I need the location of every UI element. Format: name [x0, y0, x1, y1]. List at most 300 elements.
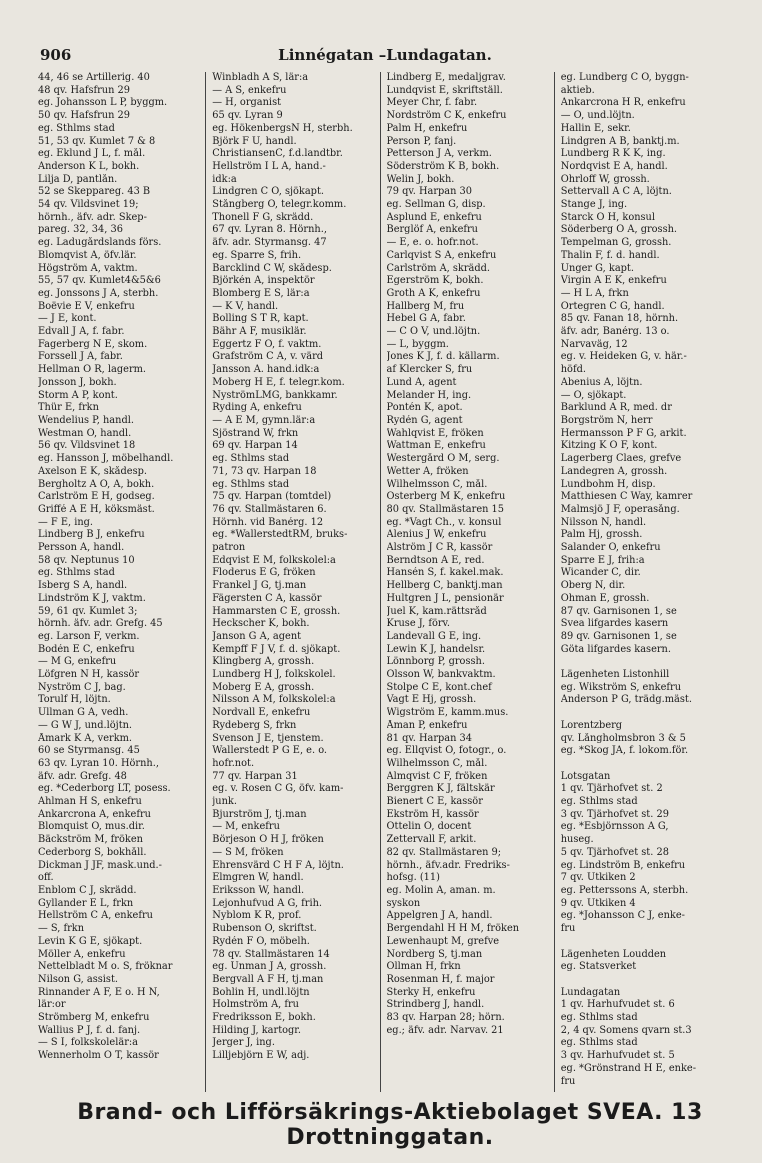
- directory-entry: Pontén K, apot.: [386, 402, 463, 414]
- directory-entry: Ahlman H S, enkefru: [38, 796, 142, 808]
- directory-entry: — M G, enkefru: [38, 656, 117, 668]
- directory-entry: Lundagatan: [560, 986, 621, 998]
- directory-entry: Almqvist C F, fröken: [386, 770, 488, 782]
- directory-entry: hofr.not.: [212, 757, 255, 769]
- directory-entry: 52 se Skeppareg. 43 B: [38, 186, 151, 198]
- directory-entry: ChristiansenC, f.d.landtbr.: [212, 148, 343, 160]
- directory-entry: Hörnh. vid Banérg. 12: [212, 516, 324, 528]
- directory-entry: Blomquist O, mus.dir.: [38, 821, 145, 833]
- directory-entry: Lundbohm H, disp.: [560, 478, 656, 490]
- directory-entry: Groth A K, enkefru: [386, 287, 481, 299]
- directory-entry: Holmström A, fru: [212, 999, 299, 1011]
- directory-entry: 1 qv. Tjärhofvet st. 2: [560, 783, 663, 795]
- directory-entry: Thonell F G, skrädd.: [212, 211, 314, 223]
- column-2: [212, 72, 380, 1092]
- directory-entry: 1 qv. Harhufvudet st. 6: [560, 999, 675, 1011]
- directory-entry: Ekström H, kassör: [386, 808, 479, 820]
- directory-entry: Edqvist E M, folkskolel:a: [212, 554, 336, 566]
- directory-entry: — G W J, und.löjtn.: [38, 719, 133, 731]
- directory-entry: 65 qv. Lyran 9: [212, 110, 283, 122]
- directory-entry: Fredriksson E, bokh.: [212, 1012, 316, 1024]
- directory-entry: Göta lifgardes kasern.: [560, 643, 671, 655]
- directory-entry: Eggertz F O, f. vaktm.: [212, 338, 322, 350]
- directory-entry: äfv. adr, Banérg. 13 o.: [560, 326, 670, 338]
- directory-entry: eg. Unman J A, grossh.: [212, 961, 327, 973]
- directory-entry: Ryding A, enkefru: [212, 402, 302, 414]
- directory-entry: Hallin E, sekr.: [560, 122, 631, 134]
- directory-entry: Thalin F, f. d. handl.: [560, 249, 660, 261]
- directory-entry: huseg.: [560, 834, 594, 846]
- directory-entry: Moberg E A, grossh.: [212, 681, 315, 693]
- directory-entry: Tempelman G, grossh.: [560, 237, 672, 249]
- directory-entry: Öberg N, dir.: [560, 580, 626, 592]
- directory-entry: Hermansson P F G, arkit.: [560, 427, 687, 439]
- directory-entry: Olsson W, bankvaktm.: [386, 669, 496, 681]
- directory-entry: Kempff F J V, f. d. sjökapt.: [212, 643, 341, 655]
- directory-entry: Moberg H E, f. telegr.kom.: [212, 376, 345, 388]
- directory-entry: Wetter A, fröken: [386, 465, 469, 477]
- directory-entry: Lund A, agent: [386, 376, 457, 388]
- directory-entry: Wallerstedt P G E, e. o.: [212, 745, 328, 757]
- directory-entry: Bergholtz A O, A, bokh.: [38, 478, 155, 490]
- directory-entry: eg. Statsverket: [560, 961, 637, 973]
- directory-entry: Möller A, enkefru: [38, 948, 126, 960]
- directory-entry: Högström A, vaktm.: [38, 262, 138, 274]
- directory-entry: Griffé A E H, köksmäst.: [38, 503, 155, 515]
- directory-entry: 63 qv. Lyran 10. Hörnh.,: [38, 757, 159, 769]
- directory-entry: eg. Ladugårdslands förs.: [38, 237, 162, 249]
- directory-entry: Borgström N, herr: [560, 414, 653, 426]
- directory-entry: — A E M, gymn.lär:a: [212, 414, 316, 426]
- column-1: [38, 72, 206, 1092]
- directory-entry: Wattman E, enkefru: [386, 440, 486, 452]
- directory-entry: Cederborg S, bokhåll.: [38, 846, 147, 858]
- directory-entry: — A S, enkefru: [212, 84, 287, 96]
- directory-entry: Lewin K J, handelsr.: [386, 643, 486, 655]
- directory-entry: eg. Lindström B, enkefru: [560, 859, 686, 871]
- directory-entry: Nettelbladt M o. S, fröknar: [38, 961, 173, 973]
- directory-entry: eg. Jonssons J A, sterbh.: [38, 287, 159, 299]
- directory-entry: Bäckström M, fröken: [38, 834, 143, 846]
- directory-entry: Löfgren N H, kassör: [38, 669, 140, 681]
- directory-entry: Welin J, bokh.: [386, 173, 455, 185]
- directory-entry: pareg. 32, 34, 36: [38, 224, 123, 236]
- directory-entry: Torulf H, löjtn.: [38, 694, 111, 706]
- directory-entry: Lewenhaupt M, grefve: [386, 935, 500, 947]
- directory-entry: eg. *Skog JA, f. lokom.för.: [560, 745, 689, 757]
- directory-entry: — O, sjökapt.: [560, 389, 627, 401]
- directory-entry: Hammarsten C E, grossh.: [212, 605, 341, 617]
- directory-entry: Hellström C A, enkefru: [38, 910, 153, 922]
- directory-entry: Åman P, enkefru: [386, 719, 468, 731]
- directory-entry: Bergvall A F H, tj.man: [212, 973, 324, 985]
- directory-entry: Rinnander A F, E o. H N,: [38, 986, 160, 998]
- directory-entry: Lundberg H J, folkskolel.: [212, 669, 336, 681]
- directory-entry: Bjurström J, tj.man: [212, 808, 307, 820]
- directory-entry: Enblom C J, skrädd.: [38, 885, 137, 896]
- directory-entry: Bähr A F, musiklär.: [212, 326, 307, 338]
- directory-entry: Thür E, frkn: [38, 402, 99, 414]
- directory-entry: — L, byggm.: [386, 338, 449, 350]
- directory-entry: Landegren A, grossh.: [560, 465, 668, 477]
- directory-entry: Lundqvist E, skriftställ.: [386, 84, 503, 96]
- directory-entry: — S M, fröken: [212, 846, 284, 858]
- directory-entry: Rosenman H, f. major: [386, 973, 495, 985]
- directory-entry: 51, 53 qv. Kumlet 7 & 8: [38, 135, 156, 147]
- directory-entry: — C O V, und.löjtn.: [386, 326, 481, 338]
- directory-entry: 82 qv. Stallmästaren 9;: [386, 846, 502, 858]
- column-4: [561, 72, 728, 1092]
- directory-entry: Bienert C E, kassör: [386, 796, 483, 808]
- directory-entry: Berndtson A E, red.: [386, 554, 485, 566]
- directory-entry: Nordqvist E A, handl.: [560, 160, 668, 172]
- directory-entry: eg. Eklund J L, f. mål.: [38, 148, 146, 160]
- directory-entry: Settervall A C A, löjtn.: [560, 186, 672, 198]
- directory-entry: Fagerberg N E, skom.: [38, 338, 148, 350]
- directory-entry: Lägenheten Loudden: [560, 948, 667, 960]
- directory-entry: eg. *Johansson C J, enke-: [560, 910, 685, 922]
- directory-entry: eg. Sthlms stad: [212, 478, 290, 490]
- directory-entry: — J E, kont.: [38, 313, 97, 325]
- directory-entry: Forssell J A, fabr.: [38, 351, 123, 363]
- directory-entry: Wilhelmsson C, mål.: [386, 478, 488, 490]
- directory-entry: Edvall J A, f. fabr.: [38, 326, 125, 338]
- directory-entry: hörnh., äfv.adr. Fredriks-: [386, 859, 510, 871]
- directory-entry: Berggren K J, fältskär: [386, 783, 495, 795]
- directory-entry: — H L A, frkn: [560, 287, 629, 299]
- directory-entry: syskon: [386, 897, 421, 909]
- directory-entry: Svea lifgardes kasern: [560, 618, 669, 630]
- directory-entry: eg. Molin A, aman. m.: [386, 885, 496, 896]
- directory-entry: Matthiesen C Way, kamrer: [560, 491, 693, 503]
- directory-entry: 85 qv. Fanan 18, hörnh.: [560, 313, 679, 325]
- directory-entry: [561, 936, 725, 949]
- directory-entry: Nilson G, assist.: [38, 973, 119, 985]
- directory-entry: Egerström K, bokh.: [386, 275, 484, 287]
- directory-entry: Lorentzberg: [560, 719, 623, 731]
- directory-entry: Sterky H, enkefru: [386, 986, 476, 998]
- directory-entry: 48 qv. Hafsfrun 29: [38, 84, 130, 96]
- directory-entry: eg. *Esbjörnsson A G,: [560, 821, 669, 833]
- directory-entry: Kitzing K O F, kont.: [560, 440, 658, 452]
- directory-entry: Bolling S T R, kapt.: [212, 313, 309, 325]
- directory-entry: 55, 57 qv. Kumlet4&5&6: [38, 275, 161, 287]
- directory-entry: — S, frkn: [38, 923, 85, 935]
- directory-entry: Anderson K L, bokh.: [38, 160, 140, 172]
- directory-entry: 71, 73 qv. Harpan 18: [212, 465, 317, 477]
- directory-entry: fru: [560, 923, 576, 935]
- directory-entry: 89 qv. Garnisonen 1, se: [560, 630, 677, 642]
- directory-entry: eg. Sellman G, disp.: [386, 199, 486, 211]
- directory-entry: Åmark K A, verkm.: [38, 732, 133, 744]
- directory-entry: Malmsjö J F, operasång.: [560, 503, 680, 515]
- directory-entry: Lejonhufvud A G, frih.: [212, 897, 323, 909]
- directory-entry: Narvaväg, 12: [560, 338, 628, 350]
- directory-entry: eg. Wikström S, enkefru: [560, 681, 682, 693]
- directory-entry: — O, und.löjtn.: [560, 110, 635, 122]
- column-3: [387, 72, 555, 1092]
- directory-entry: — H, organist: [212, 97, 282, 109]
- directory-entry: Lindgren A B, banktj.m.: [560, 135, 680, 147]
- directory-entry: Palm Hj, grossh.: [560, 529, 643, 541]
- directory-entry: Bergendahl H H M, fröken: [386, 923, 520, 935]
- directory-entry: [561, 707, 725, 720]
- directory-entry: Anderson P G, trädg.mäst.: [560, 694, 692, 706]
- directory-entry: Isberg S A, handl.: [38, 580, 128, 592]
- directory-entry: [561, 656, 725, 669]
- directory-entry: Alenius J W, enkefru: [386, 529, 487, 541]
- directory-entry: idk:a: [212, 173, 237, 185]
- directory-entry: Wendelius P, handl.: [38, 414, 134, 426]
- directory-entry: 58 qv. Neptunus 10: [38, 554, 135, 566]
- directory-entry: Svenson J E, tjenstem.: [212, 732, 324, 744]
- directory-entry: Lönnborg P, grossh.: [386, 656, 485, 668]
- directory-entry: 83 qv. Harpan 28; hörn.: [386, 1012, 505, 1024]
- directory-entry: Rydeberg S, frkn: [212, 719, 297, 731]
- directory-entry: Lindström K J, vaktm.: [38, 592, 146, 604]
- directory-entry: Elmgren W, handl.: [212, 872, 304, 884]
- directory-entry: Asplund E, enkefru: [386, 211, 482, 223]
- directory-entry: junk.: [212, 796, 237, 808]
- directory-entry: Jonsson J, bokh.: [38, 376, 117, 388]
- directory-entry: hofsg. (11): [386, 872, 440, 884]
- directory-entry: Nordström C K, enkefru: [386, 110, 507, 122]
- directory-entry: eg. HökenbergsN H, sterbh.: [212, 122, 353, 134]
- advertisement-footer: Brand- och Lifförsäkrings-Aktiebolaget SVEA. 13 Drottninggatan.: [77, 1100, 703, 1150]
- directory-entry: Lindgren C O, sjökapt.: [212, 186, 325, 198]
- directory-entry: Ankarcrona H R, enkefru: [560, 97, 686, 109]
- directory-entry: Wennerholm O T, kassör: [38, 1050, 159, 1062]
- directory-entry: Persson A, handl.: [38, 542, 125, 554]
- directory-entry: [561, 758, 725, 771]
- directory-entry: Meyer Chr, f. fabr.: [386, 97, 478, 109]
- directory-entry: Person P, fanj.: [386, 135, 457, 147]
- directory-entry: Lotsgatan: [560, 770, 611, 782]
- directory-entry: Nyblom K R, prof.: [212, 910, 302, 922]
- directory-entry: eg. *Grönstrand H E, enke-: [560, 1062, 697, 1074]
- directory-entry: Wallius P J, f. d. fanj.: [38, 1024, 141, 1036]
- directory-entry: 76 qv. Stallmästaren 6.: [212, 503, 327, 515]
- directory-entry: lär:or: [38, 999, 66, 1011]
- directory-entry: Juel K, kam.rättsråd: [386, 605, 487, 617]
- directory-entry: 9 qv. Utkiken 4: [560, 897, 636, 909]
- directory-entry: Börjeson O H J, fröken: [212, 834, 324, 846]
- page-header: [40, 46, 730, 68]
- directory-entry: Ehrensvärd C H F A, löjtn.: [212, 859, 344, 871]
- directory-entry: eg. Sthlms stad: [212, 453, 290, 465]
- directory-entry: eg. v. Heideken G, v. här.-: [560, 351, 687, 363]
- directory-entry: Öhman E, grossh.: [560, 592, 650, 604]
- directory-entry: Carlqvist S A, enkefru: [386, 249, 497, 261]
- directory-entry: Lägenheten Listonhill: [560, 669, 670, 681]
- directory-entry: eg. Lundberg C O, byggn-: [560, 72, 689, 83]
- directory-entry: af Klercker S, fru: [386, 364, 473, 376]
- directory-entry: Palm H, enkefru: [386, 122, 468, 134]
- directory-entry: Levin K G E, sjökapt.: [38, 935, 143, 947]
- directory-entry: eg. Petterssons A, sterbh.: [560, 885, 689, 896]
- directory-entry: Carlström E H, godseg.: [38, 491, 155, 503]
- directory-entry: Westergård O M, serg.: [386, 453, 500, 465]
- directory-entry: Fägersten C A, kassör: [212, 592, 322, 604]
- directory-entry: Berglöf A, enkefru: [386, 224, 478, 236]
- directory-entry: Hansén S, f. kakel.mak.: [386, 567, 504, 579]
- directory-entry: Stolpe C E, kont.chef: [386, 681, 492, 693]
- directory-entry: Eriksson W, handl.: [212, 885, 305, 896]
- directory-entry: Söderberg O A, grossh.: [560, 224, 678, 236]
- directory-entry: Hallberg M, fru: [386, 300, 465, 312]
- directory-entry: eg. Sthlms stad: [560, 1037, 638, 1049]
- directory-entry: Grafström C A, v. värd: [212, 351, 324, 363]
- directory-entry: eg. *Cederborg LT, posess.: [38, 783, 171, 795]
- directory-entry: 50 qv. Hafsfrun 29: [38, 110, 130, 122]
- directory-entry: Janson G A, agent: [212, 630, 302, 642]
- directory-entry: — F E, ing.: [38, 516, 94, 528]
- directory-entry: hörnh. äfv. adr. Grefg. 45: [38, 618, 163, 630]
- directory-entry: höfd.: [560, 364, 586, 376]
- directory-entry: Lagerberg Claes, grefve: [560, 453, 682, 465]
- directory-entry: Stange J, ing.: [560, 199, 628, 211]
- directory-entry: Bodén E C, enkefru: [38, 643, 135, 655]
- directory-entry: Dickman J JF, mask.und.-: [38, 859, 162, 871]
- directory-entry: hörnh., äfv. adr. Skep-: [38, 211, 147, 223]
- directory-entry: 54 qv. Vildsvinet 19;: [38, 199, 139, 211]
- directory-entry: Jones K J, f. d. källarm.: [386, 351, 500, 363]
- directory-entry: 5 qv. Tjärhofvet st. 28: [560, 846, 669, 858]
- directory-entry: 3 qv. Harhufvudet st. 5: [560, 1050, 675, 1062]
- directory-entry: Rubenson O, skriftst.: [212, 923, 317, 935]
- directory-entry: Storm A P, kont.: [38, 389, 118, 401]
- directory-entry: Virgin A E K, enkefru: [560, 275, 667, 287]
- directory-entry: Jansson A. hand.idk:a: [212, 364, 320, 376]
- directory-entry: Wahlqvist E, fröken: [386, 427, 484, 439]
- directory-entry: Lindberg B J, enkefru: [38, 529, 145, 541]
- directory-entry: 80 qv. Stallmästaren 15: [386, 503, 505, 515]
- directory-entry: 78 qv. Stallmästaren 14: [212, 948, 330, 960]
- directory-entry: Lilljebjörn E W, adj.: [212, 1050, 310, 1062]
- directory-entry: eg. Sthlms stad: [560, 1012, 638, 1024]
- directory-entry: Petterson J A, verkm.: [386, 148, 492, 160]
- directory-entry: Hellström I L A, hand.-: [212, 160, 326, 172]
- directory-entry: Hultgren J L, pensionär: [386, 592, 504, 604]
- directory-entry: Rydén F O, möbelh.: [212, 935, 310, 947]
- page-title: Linnégatan –Lundagatan.: [278, 46, 492, 64]
- directory-entry: Jerger J, ing.: [212, 1037, 275, 1049]
- directory-entry: off.: [38, 872, 54, 884]
- directory-entry: fru: [560, 1075, 576, 1087]
- directory-entry: Zettervall F, arkit.: [386, 834, 477, 846]
- directory-entry: 3 qv. Tjärhofvet st. 29: [560, 808, 669, 820]
- directory-entry: Söderström K B, bokh.: [386, 160, 500, 172]
- directory-entry: 67 qv. Lyran 8. Hörnh.,: [212, 224, 327, 236]
- directory-entry: NyströmLMG, bankkamr.: [212, 389, 338, 401]
- directory-entry: eg. v. Rosen C G, öfv. kam-: [212, 783, 344, 795]
- directory-entry: Unger G, kapt.: [560, 262, 634, 274]
- directory-entry: Österberg M K, enkefru: [386, 491, 506, 503]
- directory-entry: 2, 4 qv. Somens qvarn st.3: [560, 1024, 692, 1036]
- directory-entry: Sjöstrand W, frkn: [212, 427, 299, 439]
- directory-entry: Alström J C R, kassör: [386, 542, 493, 554]
- directory-entry: — K V, handl.: [212, 300, 279, 312]
- directory-entry: Wigström E, kamm.mus.: [386, 707, 509, 719]
- directory-entry: 60 se Styrmansg. 45: [38, 745, 140, 757]
- directory-entry: 59, 61 qv. Kumlet 3;: [38, 605, 138, 617]
- directory-entry: Carlström A, skrädd.: [386, 262, 491, 274]
- directory-entry: Boëvie E V, enkefru: [38, 300, 135, 312]
- directory-entry: Strindberg J, handl.: [386, 999, 485, 1011]
- directory-entry: 81 qv. Harpan 34: [386, 732, 473, 744]
- directory-entry: Örtegren C G, handl.: [560, 300, 665, 312]
- directory-entry: 56 qv. Vildsvinet 18: [38, 440, 136, 452]
- directory-entry: Barcklind C W, skådesp.: [212, 262, 332, 274]
- directory-columns: [38, 72, 728, 1092]
- directory-entry: Rydén G, agent: [386, 414, 463, 426]
- directory-entry: Lundberg R K K, ing.: [560, 148, 666, 160]
- directory-entry: Ollman H, frkn: [386, 961, 461, 973]
- directory-entry: Nilsson A M, folkskolel:a: [212, 694, 336, 706]
- directory-entry: Ohrloff W, grossh.: [560, 173, 650, 185]
- directory-entry: Hellberg C, banktj.man: [386, 580, 503, 592]
- directory-entry: — M, enkefru: [212, 821, 280, 833]
- directory-entry: Strömberg M, enkefru: [38, 1012, 150, 1024]
- page-number: 906: [40, 46, 72, 64]
- directory-entry: eg. Sthlms stad: [560, 796, 638, 808]
- directory-entry: eg. Hansson J, möbelhandl.: [38, 453, 174, 465]
- directory-entry: Hebel G A, fabr.: [386, 313, 466, 325]
- directory-entry: 87 qv. Garnisonen 1, se: [560, 605, 677, 617]
- directory-entry: — E, e. o. hofr.not.: [386, 237, 479, 249]
- directory-entry: Björkén A, inspektör: [212, 275, 315, 287]
- directory-entry: Wicander C, dir.: [560, 567, 641, 579]
- directory-entry: äfv. adr. Styrmansg. 47: [212, 237, 327, 249]
- directory-entry: Westman O, handl.: [38, 427, 132, 439]
- directory-entry: 77 qv. Harpan 31: [212, 770, 298, 782]
- directory-entry: Nilsson N, handl.: [560, 516, 647, 528]
- directory-entry: Hellman O R, lagerm.: [38, 364, 147, 376]
- directory-entry: Lindberg E, medaljgrav.: [386, 72, 506, 83]
- directory-entry: [561, 974, 725, 987]
- directory-entry: Axelson E K, skådesp.: [38, 465, 147, 477]
- directory-entry: 69 qv. Harpan 14: [212, 440, 298, 452]
- directory-entry: Nordvall E, enkefru: [212, 707, 311, 719]
- directory-entry: 75 qv. Harpan (tomtdel): [212, 491, 332, 503]
- directory-entry: Blomqvist A, öfv.lär.: [38, 249, 137, 261]
- directory-entry: Vagt E Hj, grossh.: [386, 694, 477, 706]
- directory-entry: eg. Sthlms stad: [38, 122, 115, 134]
- directory-entry: qv. Långholmsbron 3 & 5: [560, 732, 686, 744]
- directory-entry: eg.; äfv. adr. Narvav. 21: [386, 1024, 504, 1036]
- directory-entry: Gyllander E L, frkn: [38, 897, 134, 909]
- directory-entry: aktieb.: [560, 84, 595, 96]
- directory-entry: Heckscher K, bokh.: [212, 618, 310, 630]
- directory-entry: Ankarcrona A, enkefru: [38, 808, 151, 820]
- directory-entry: eg. Johansson L P, byggm.: [38, 97, 168, 109]
- directory-entry: patron: [212, 542, 246, 554]
- directory-entry: Kruse J, förv.: [386, 618, 451, 630]
- directory-entry: Nordberg S, tj.man: [386, 948, 483, 960]
- directory-entry: Bohlin H, undl.löjtn: [212, 986, 310, 998]
- directory-entry: Klingberg A, grossh.: [212, 656, 315, 668]
- directory-entry: Ottelin O, docent: [386, 821, 472, 833]
- directory-entry: Starck O H, konsul: [560, 211, 655, 223]
- directory-entry: Sparre E J, frih:a: [560, 554, 645, 566]
- directory-entry: Appelgren J A, handl.: [386, 910, 493, 922]
- directory-entry: 7 qv. Utkiken 2: [560, 872, 636, 884]
- directory-entry: Melander H, ing.: [386, 389, 472, 401]
- directory-entry: 44, 46 se Artillerig. 40: [38, 72, 150, 83]
- directory-entry: Wilhelmsson C, mål.: [386, 757, 488, 769]
- directory-entry: Blomberg E S, lär:a: [212, 287, 310, 299]
- directory-entry: Barklund A R, med. dr: [560, 402, 672, 414]
